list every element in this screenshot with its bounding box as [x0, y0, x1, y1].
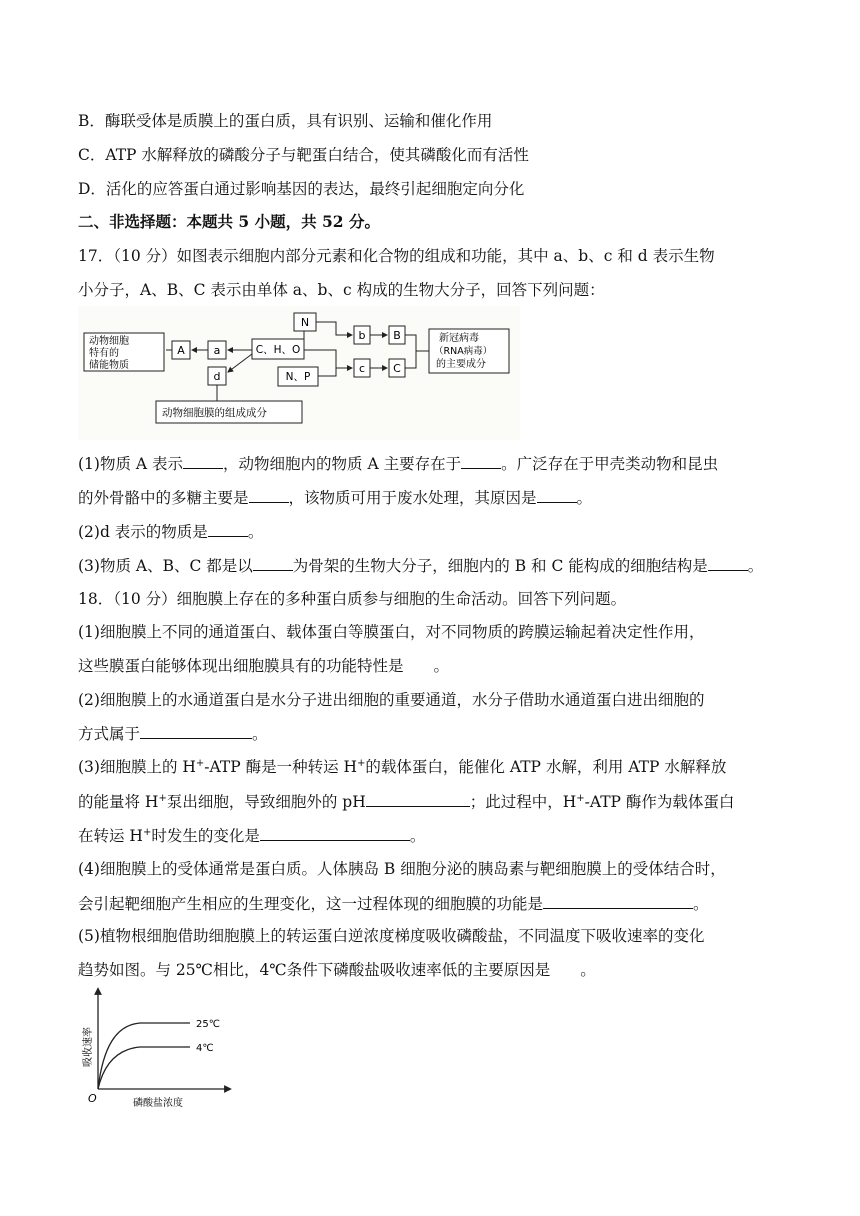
answer-blank[interactable]: [249, 487, 289, 503]
answer-blank[interactable]: [543, 893, 693, 909]
q18-p3-text-3c: 。: [409, 827, 426, 845]
node-cho-label: C、H、O: [255, 344, 301, 356]
q18-p5-text-b: 。: [580, 961, 596, 979]
option-b: B．酶联受体是质膜上的蛋白质，具有识别、运输和催化作用: [78, 112, 493, 130]
y-axis-label: 吸收速率: [83, 1027, 94, 1067]
q17-p1-text-a: (1)物质 A 表示: [78, 455, 184, 473]
q18-p3-text-3a: 在转运 H: [78, 827, 143, 845]
q18-p1-text-b: 。: [433, 657, 450, 675]
q18-part2-line1: (2)细胞膜上的水通道蛋白是水分子进出细胞的重要通道，水分子借助水通道蛋白进出细胞的: [78, 691, 705, 709]
node-N-label: N: [300, 316, 310, 329]
origin-label: O: [88, 1092, 97, 1105]
superscript-plus: +: [142, 826, 152, 838]
q17-p1-text-c: 。广泛存在于甲壳类动物和昆虫: [501, 455, 719, 473]
q18-p1-text-a: 这些膜蛋白能够体现出细胞膜具有的功能特性是: [78, 657, 404, 675]
q18-p3-text-1c: 的载体蛋白，能催化 ATP 水解，利用 ATP 水解释放: [365, 758, 727, 776]
q17-p3-text-a: (3)物质 A、B、C 都是以: [78, 557, 253, 575]
q17-p1-text-e: ，该物质可用于废水处理，其原因是: [288, 489, 537, 507]
virus-label-2: （RNA病毒）: [434, 346, 493, 357]
q17-part2: [78, 521, 263, 542]
q18-part3-line3: [78, 825, 425, 846]
q18-p2-text-b: 。: [252, 725, 268, 743]
q17-p1-text-b: ，动物细胞内的物质 A 主要存在于: [223, 455, 462, 473]
virus-label-1: 新冠病毒: [439, 333, 479, 344]
q17-composition-diagram: [78, 306, 520, 440]
q17-part1-line1: [78, 453, 718, 474]
q17-part1-line2: [78, 487, 592, 508]
q18-p2-text-a: 方式属于: [78, 725, 141, 743]
curve-4c: [98, 1047, 190, 1089]
superscript-plus: +: [576, 792, 585, 804]
curve-25c: [98, 1023, 190, 1089]
node-a-label: a: [213, 344, 221, 357]
q18-stem: 18．（10 分）细胞膜上存在的多种蛋白质参与细胞的生命活动。回答下列问题。: [78, 590, 627, 608]
q17-p2-text-a: (2)d 表示的物质是: [78, 523, 208, 541]
superscript-plus: +: [195, 757, 205, 769]
q18-p3-text-2b: 泵出细胞，导致细胞外的 pH: [166, 793, 366, 811]
q17-stem-line1: 17．（10 分）如图表示细胞内部分元素和化合物的组成和功能，其中 a、b、c 和 d 表示生物: [78, 247, 715, 265]
q17-p1-text-f: 。: [576, 489, 593, 507]
node-d-label: d: [213, 370, 221, 383]
absorption-rate-graph: [78, 985, 233, 1109]
node-A-label: A: [177, 344, 185, 357]
q18-part1-line1: (1)细胞膜上不同的通道蛋白、载体蛋白等膜蛋白，对不同物质的跨膜运输起着决定性作用，: [78, 623, 705, 641]
q18-part3-line1: [78, 757, 726, 777]
q18-p4-text-b: 。: [693, 895, 709, 913]
answer-blank[interactable]: [253, 555, 293, 571]
section-heading: 二、非选择题：本题共 5 小题，共 52 分。: [78, 212, 380, 231]
q17-p1-text-d: 的外骨骼中的多糖主要是: [78, 489, 249, 507]
q18-part5-line2: [78, 960, 596, 980]
node-c-label: c: [358, 362, 366, 375]
q17-p2-text-b: 。: [247, 523, 264, 541]
superscript-plus: +: [357, 757, 366, 769]
q17-p3-text-b: 为骨架的生物大分子，细胞内的 B 和 C 能构成的细胞结构是: [292, 557, 708, 575]
option-d: D．活化的应答蛋白通过影响基因的表达，最终引起细胞定向分化: [78, 180, 525, 198]
node-b-label: b: [358, 329, 366, 342]
node-B-label: B: [393, 329, 401, 342]
curve-25c-label: 25℃: [196, 1019, 220, 1030]
answer-blank[interactable]: [708, 555, 748, 571]
membrane-label: 动物细胞膜的组成成分: [162, 407, 267, 419]
superscript-plus: +: [158, 792, 167, 804]
q18-part3-line2: [78, 791, 734, 812]
q17-stem-line2: 小分子，A、B、C 表示由单体 a、b、c 构成的生物大分子，回答下列问题：: [78, 281, 605, 299]
answer-blank[interactable]: [183, 453, 223, 469]
q18-part4-line2: [78, 893, 709, 914]
q18-p3-text-1b: -ATP 酶是一种转运 H: [204, 758, 358, 776]
q18-p3-text-1a: (3)细胞膜上的 H: [78, 758, 196, 776]
q18-p3-text-2d: -ATP 酶作为载体蛋白: [584, 793, 735, 811]
q18-part5-line1: (5)植物根细胞借助细胞膜上的转运蛋白逆浓度梯度吸收磷酸盐，不同温度下吸收速率的变化: [78, 927, 705, 945]
q18-p3-text-2a: 的能量将 H: [78, 793, 159, 811]
q18-part2-line2: [78, 723, 268, 744]
q18-p4-text-a: 会引起靶细胞产生相应的生理变化，这一过程体现的细胞膜的功能是: [78, 895, 544, 913]
answer-blank[interactable]: [140, 723, 252, 739]
q18-p5-text-a: 趋势如图。与 25℃相比，4℃条件下磷酸盐吸收速率低的主要原因是: [78, 961, 551, 979]
q17-part3: [78, 555, 763, 576]
node-C-label: C: [393, 362, 401, 375]
q17-p3-text-c: 。: [747, 557, 764, 575]
storage-label-2: 特有的: [89, 348, 119, 359]
storage-label-1: 动物细胞: [89, 336, 129, 347]
answer-blank[interactable]: [260, 825, 410, 841]
q18-p3-text-2c: ；此过程中，H: [469, 793, 577, 811]
q18-part1-line2: [78, 656, 449, 676]
answer-blank[interactable]: [461, 453, 501, 469]
answer-blank[interactable]: [208, 521, 248, 537]
q18-part4-line1: (4)细胞膜上的受体通常是蛋白质。人体胰岛 B 细胞分泌的胰岛素与靶细胞膜上的受体结合时，: [78, 860, 726, 878]
x-axis-label: 磷酸盐浓度: [133, 1098, 183, 1109]
option-c: C．ATP 水解释放的磷酸分子与靶蛋白结合，使其磷酸化而有活性: [78, 146, 529, 164]
curve-4c-label: 4℃: [196, 1043, 214, 1054]
q18-p3-text-3b: 时发生的变化是: [151, 827, 260, 845]
virus-label-3: 的主要成分: [436, 359, 486, 370]
storage-label-3: 储能物质: [89, 360, 129, 371]
answer-blank[interactable]: [537, 487, 577, 503]
node-NP-label: N、P: [285, 371, 311, 383]
answer-blank[interactable]: [366, 791, 470, 807]
